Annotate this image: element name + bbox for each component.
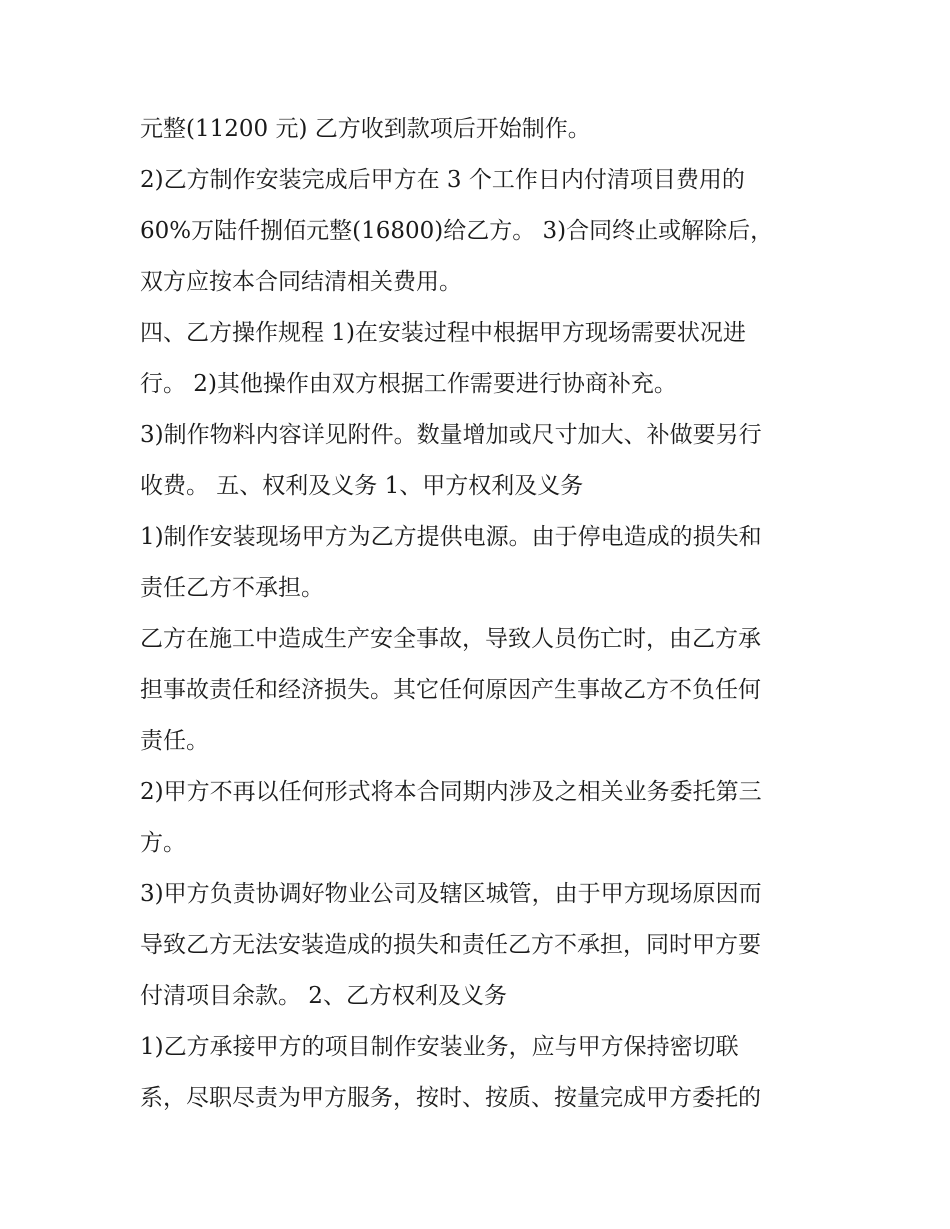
text-line: 方。	[140, 830, 186, 856]
text-line: 乙方在施工中造成生产安全事故，导致人员伤亡时，由乙方承	[140, 626, 761, 652]
text-line: 2)甲方不再以任何形式将本合同期内涉及之相关业务委托第三	[140, 779, 762, 805]
text-line: 责任乙方不承担。	[140, 575, 324, 601]
text-line: 3)甲方负责协调好物业公司及辖区城管，由于甲方现场原因而	[140, 881, 762, 907]
text-line: 系，尽职尽责为甲方服务，按时、按质、按量完成甲方委托的	[140, 1085, 761, 1111]
text-line: 3)制作物料内容详见附件。数量增加或尺寸加大、补做要另行	[140, 422, 762, 448]
text-line: 四、乙方操作规程 1)在安装过程中根据甲方现场需要状况进	[140, 320, 746, 346]
text-line: 1)制作安装现场甲方为乙方提供电源。由于停电造成的损失和	[140, 524, 762, 550]
text-line: 责任。	[140, 728, 209, 754]
text-line: 行。 2)其他操作由双方根据工作需要进行协商补充。	[140, 371, 677, 397]
text-line: 60%万陆仟捌佰元整(16800)给乙方。 3)合同终止或解除后，	[140, 218, 774, 244]
document-body	[140, 104, 820, 1124]
text-line: 1)乙方承接甲方的项目制作安装业务，应与甲方保持密切联	[140, 1034, 739, 1060]
text-line: 付清项目余款。 2、乙方权利及义务	[140, 983, 507, 1009]
text-line: 2)乙方制作安装完成后甲方在 3 个工作日内付清项目费用的	[140, 167, 745, 193]
text-line: 收费。 五、权利及义务 1、甲方权利及义务	[140, 473, 584, 499]
text-line: 元整(11200 元) 乙方收到款项后开始制作。	[140, 116, 591, 142]
text-line: 导致乙方无法安装造成的损失和责任乙方不承担，同时甲方要	[140, 932, 761, 958]
text-line: 双方应按本合同结清相关费用。	[140, 269, 462, 295]
text-line: 担事故责任和经济损失。其它任何原因产生事故乙方不负任何	[140, 677, 761, 703]
